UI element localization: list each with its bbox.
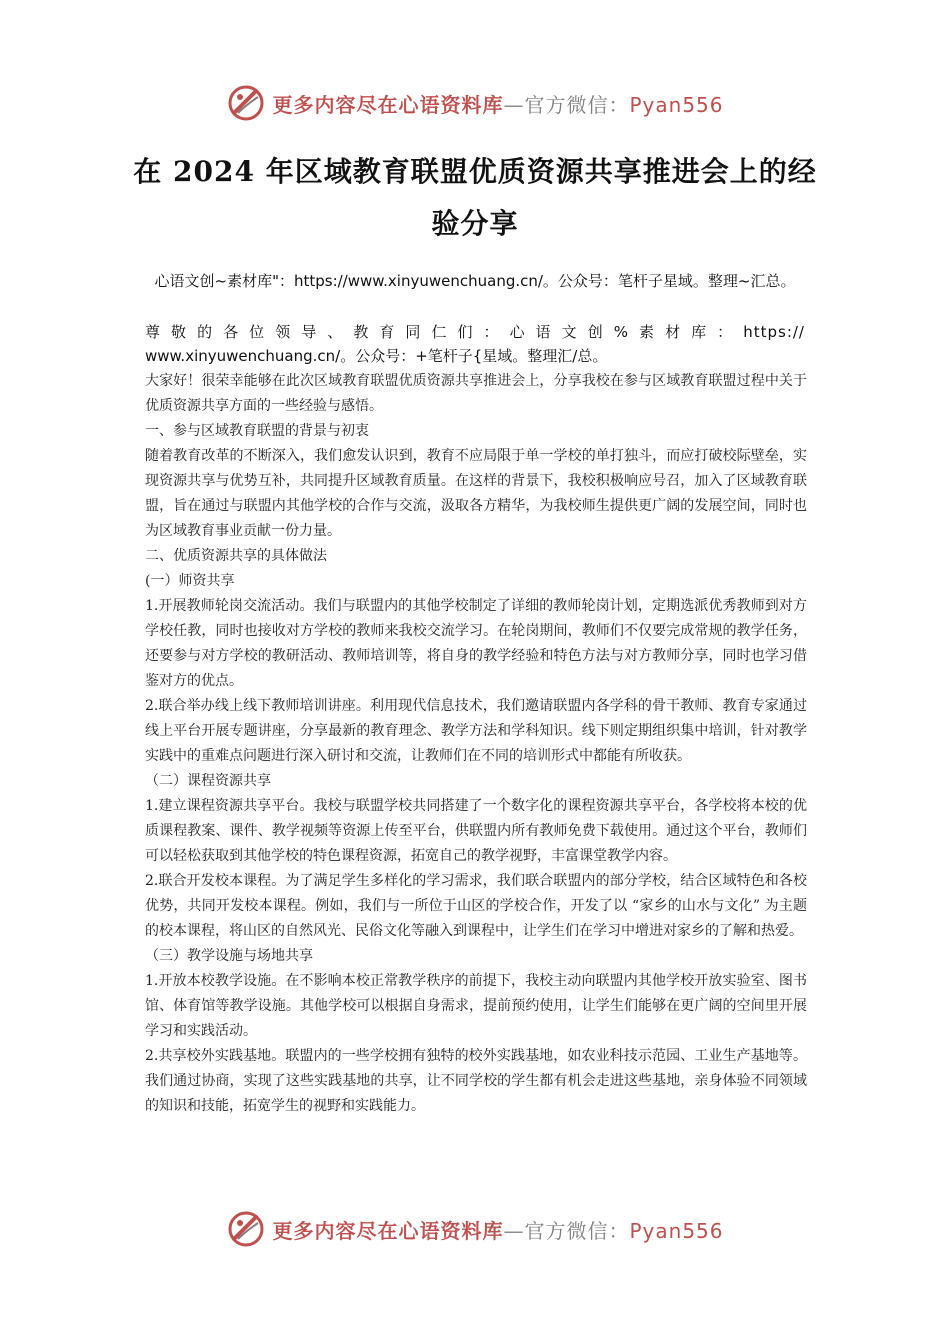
banner-wechat-id: Pyan556 [629,1218,724,1243]
banner-text [272,89,723,118]
paragraph: 随着教育改革的不断深入，我们愈发认识到，教育不应局限于单一学校的单打独斗，而应打破校际壁垒，实现资源共享与优势互补，共同提升区域教育质量。在这样的背景下，我校积极响应号召，加入了区域教育联盟，旨在通过与联盟内其他学校的合作与交流，汲取各方精华，为我校师生提供更广阔的发展空间，同时也为区域教育事业贡献一份力量。 [145,448,807,539]
pen-logo-icon [226,83,266,123]
subsection-heading: （三）教学设施与场地共享 [145,948,313,964]
banner-text [272,1215,723,1244]
header-banner [0,80,950,126]
pen-logo-icon [226,1209,266,1249]
greeting-line-1: 尊敬的各位领导、教育同仁们：心语文创%素材库：https:// [145,323,805,341]
greeting-line-2: www.xinyuwenchuang.cn/。公众号：+笔杆子{星域。整理汇/总。 [145,347,608,365]
banner-official: 官方微信： [524,92,630,117]
banner-main: 更多内容尽在心语资料库 [272,92,504,117]
paragraph: 大家好！很荣幸能够在此次区域教育联盟优质资源共享推进会上，分享我校在参与区域教育联盟过程中关于优质资源共享方面的一些经验与感悟。 [145,373,807,414]
greeting-note [145,320,805,368]
paragraph: 2.共享校外实践基地。联盟内的一些学校拥有独特的校外实践基地，如农业科技示范园、工业生产基地等。我们通过协商，实现了这些实践基地的共享，让不同学校的学生都有机会走进这些基地，亲身体验不同领域的知识和技能，拓宽学生的视野和实践能力。 [145,1048,807,1114]
banner-dash: — [503,92,525,117]
subsection-heading: （二）课程资源共享 [145,773,271,789]
subsection-heading: (一）师资共享 [145,573,235,589]
paragraph: 2.联合开发校本课程。为了满足学生多样化的学习需求，我们联合联盟内的部分学校，结合区域特色和各校优势，共同开发校本课程。例如，我们与一所位于山区的学校合作，开发了以 “家乡的山水与文化” 为主题的校本课程，将山区的自然风光、民俗文化等融入到课程中，让学生们在学习中增进对家乡的了解和热爱。 [145,873,807,939]
paragraph: 2.联合举办线上线下教师培训讲座。利用现代信息技术，我们邀请联盟内各学科的骨干教师、教育专家通过线上平台开展专题讲座，分享最新的教育理念、教学方法和学科知识。线下则定期组织集中培训，针对教学实践中的重难点问题进行深入研讨和交流，让教师们在不同的培训形式中都能有所收获。 [145,698,807,764]
paragraph: 1.建立课程资源共享平台。我校与联盟学校共同搭建了一个数字化的课程资源共享平台，各学校将本校的优质课程教案、课件、教学视频等资源上传至平台，供联盟内所有教师免费下载使用。通过这个平台，教师们可以轻松获取到其他学校的特色课程资源，拓宽自己的教学视野，丰富课堂教学内容。 [145,798,807,864]
paragraph: 1.开放本校教学设施。在不影响本校正常教学秩序的前提下，我校主动向联盟内其他学校开放实验室、图书馆、体育馆等教学设施。其他学校可以根据自身需求，提前预约使用，让学生们能够在更广阔的空间里开展学习和实践活动。 [145,973,807,1039]
banner-wechat-id: Pyan556 [629,92,724,117]
banner-official: 官方微信： [524,1218,630,1243]
banner-main: 更多内容尽在心语资料库 [272,1218,504,1243]
footer-banner [0,1206,950,1252]
paragraph: 1.开展教师轮岗交流活动。我们与联盟内的其他学校制定了详细的教师轮岗计划，定期选派优秀教师到对方学校任教，同时也接收对方学校的教师来我校交流学习。在轮岗期间，教师们不仅要完成常规的教学任务，还要参与对方学校的教研活动、教师培训等，将自身的教学经验和特色方法与对方教师分享，同时也学习借鉴对方的优点。 [145,598,807,689]
section-heading: 一、参与区域教育联盟的背景与初衷 [145,423,369,439]
section-heading: 二、优质资源共享的具体做法 [145,548,327,564]
banner-dash: — [503,1218,525,1243]
document-body [145,369,807,1119]
source-note: 心语文创~素材库"：https://www.xinyuwenchuang.cn/。公众号：笔杆子星域。整理~汇总。 [154,272,796,290]
document-title: 在 2024 年区域教育联盟优质资源共享推进会上的经验分享 [133,155,817,240]
